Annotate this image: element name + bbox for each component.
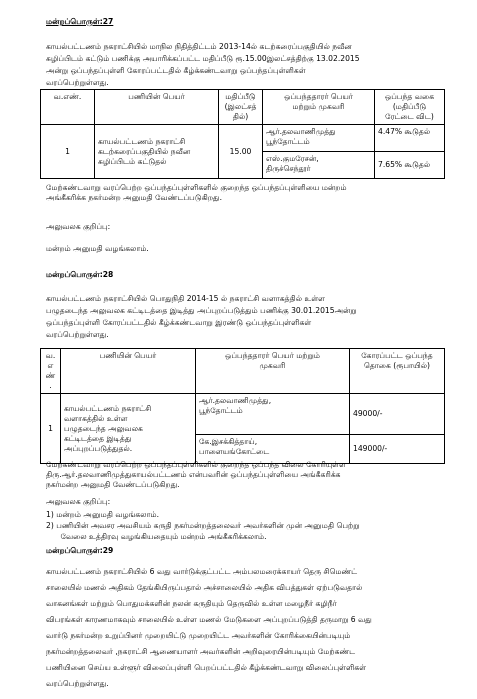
item-29-body-line: பணியினை செய்ய உள்ளூர் விலைப்புள்ளி பெறப்பட்டதில் கீழ்க்கண்டவாறு விலைப்புள்ளிகள் (46, 663, 367, 672)
item-29-body (46, 564, 442, 692)
cell-rate: 4.47% கூடுதல் (375, 125, 445, 152)
item-27-heading: மன்றப்பொருள்:27 (46, 17, 114, 26)
cell-rate: 7.65% கூடுதல் (375, 152, 445, 179)
cell-contractor: ஆர்.தலவாணிமுத்து பூந்தோட்டம் (263, 125, 375, 152)
cell-contractor: ஆர்.தலவாணிமுத்து, பூந்தோட்டம் (196, 394, 350, 435)
cell-amount: 149000/- (350, 435, 445, 464)
table-header-row (41, 349, 445, 394)
item-28-intro-line: பழுதடைந்த அலுவலக கட்டிடத்தை இடித்து அப்புறப்படுத்தும் பணிக்கு 30.01.2015அன்று (46, 306, 357, 315)
table-row (41, 394, 445, 435)
item-28-note-list (46, 509, 442, 542)
item-29-body-line: நகர்மன்றத்தலைவர் ,நகராட்சி ஆணையாளர் அவர்களின் அறிவுரையின்படியும் மேற்கண்ட (46, 647, 356, 656)
item-29-body-line: வாகனங்கள் மற்றும் பொதுமக்களின் நலன் கருதியும் தெருவில் உள்ள மழைநீர் கழிநீர் (46, 599, 337, 608)
item-29-body-line: சாலையில் மணல் அதிகம் தேங்கியிருப்பதால் அச்சாலையில் அதிக விபத்துகள் ஏற்படுவதால் (46, 583, 363, 592)
item-29-body-line: வார்டு நகர்மன்ற உறுப்பினர் முறையிட்டு முறையிட்ட அவர்களின் கோரிக்கையின்படியும் (46, 631, 351, 640)
col-header-amount: கோரப்பட்ட ஒப்பந்த தொகை (ரூபாயில்) (350, 349, 445, 394)
col-header-work: பணியின் பெயர் (61, 349, 196, 394)
item-28-note-label: அலுவலக குறிப்பு: (46, 497, 111, 506)
col-header-contractor: ஒப்பந்ததாரர் பெயர் மற்றும் முகவரி (263, 90, 375, 125)
item-29-heading: மன்றப்பொருள்:29 (46, 546, 114, 555)
item-27-request-line: மேற்கண்டவாறு வரப்பெற்ற ஒப்பந்தப்புள்ளிகளில் குறைந்த ஒப்பந்தப்புள்ளியை மன்றம் (46, 183, 347, 192)
item-28-request-line: மேற்கண்டவாறு வரப்பெற்ற ஒப்பந்தப்புள்ளிகளில் குறைந்த ஒப்பந்த விலை கோரியுள்ள (46, 460, 347, 469)
item-27-note-label: அலுவலக குறிப்பு: (46, 222, 111, 231)
cell-sno: 1 (41, 125, 95, 179)
cell-contractor: எஸ்.குமரேசன், திருச்செந்தூர் (263, 152, 375, 179)
list-item: 1) மன்றம் அனுமதி வழங்கலாம். (46, 510, 160, 519)
item-27-note-text: மன்றம் அனுமதி வழங்கலாம். (46, 244, 149, 253)
item-27-intro-line: சுழிப்பிடம் கட்டும் பணிக்கு அயாரிக்கப்பட்ட மதிப்பீடு ரூ.15.00இலட்சத்திற்கு 13.02.2015 (46, 54, 360, 63)
item-27-intro-line: வரப்பெற்றுள்ளது. (46, 78, 109, 87)
item-28-intro (46, 293, 442, 341)
item-27-intro (46, 41, 442, 89)
item-29-body-line: வரப்பெற்றுள்ளது. (46, 679, 109, 688)
item-28-request (46, 460, 442, 490)
item-27-request (46, 183, 442, 203)
item-28-request-line: திரு.ஆர்.தலவாணிமுத்துகாயல்பட்டணம் என்பவரின் ஒப்பந்தப்புள்ளியை அங்கீகரிக்க (46, 470, 341, 479)
col-header-rate: ஒப்பந்த வகை (மதிப்பீடு ரேட்டை விட) (375, 90, 445, 125)
item-29-body-line: காயல்பட்டணம் நகராட்சியில் 6 வது வார்டுக்குட்பட்ட அம்பலமரைக்காயர் தெரு சிமெண்ட் (46, 567, 358, 576)
table-row (41, 125, 445, 152)
item-28-intro-line: காயல்பட்டணம் நகராட்சியில் பொதுநிதி 2014-15 ல் நகராட்சி வளாகத்தில் உள்ள (46, 294, 326, 303)
cell-sno: 1 (41, 394, 61, 464)
col-header-estimate: மதிப்பீடு (இலட்சத் தில்) (219, 90, 263, 125)
col-header-contractor: ஒப்பந்ததாரர் பெயர் மற்றும் முகவரி (196, 349, 350, 394)
col-header-sno: வ. எ ண் . (41, 349, 61, 394)
cell-work: காயல்பட்டணம் நகராட்சி கடற்கரைப்பகுதியில் நவீன சுழிப்பிடம் கட்டுதல் (95, 125, 219, 179)
cell-estimate: 15.00 (219, 125, 263, 179)
cell-contractor: கே.இசக்கித்தாய், பாளையங்கோட்டை (196, 435, 350, 464)
item-27-bids-table (40, 89, 445, 179)
item-28-heading: மன்றப்பொருள்:28 (46, 270, 114, 279)
item-28-bids-table (40, 348, 445, 464)
item-27-request-line: அங்கீகரிக்க நகர்மன்ற அனுமதி வேண்டப்படுகிறது. (46, 193, 222, 202)
table-header-row (41, 90, 445, 125)
item-28-request-line: நகர்மன்ற அனுமதி வேண்டப்படுகிறது. (46, 480, 180, 489)
list-item: வேலை உத்திரவு வழங்கியதையும் மன்றம் அங்கீகரிக்கலாம். (46, 532, 267, 541)
col-header-work: பணியின் பெயர் (95, 90, 219, 125)
cell-amount: 49000/- (350, 394, 445, 435)
item-27-intro-line: காயல்பட்டணம் நகராட்சியில் மாநில நிதித்திட்டம் 2013-14ல் கடற்கரைப்பகுதியில் நவீன (46, 42, 352, 51)
item-28-intro-line: ஒப்பந்தப்புள்ளி கோரப்பட்டதில் கீழ்க்கண்டவாறு இரண்டு ஒப்பந்தப்புள்ளிகள் (46, 318, 312, 327)
list-item: 2) பணியின் அவசர அவசியம் கருதி நகர்மன்றத்தலைவர் அவர்களின் முன் அனுமதி பெற்று (46, 521, 360, 530)
item-28-intro-line: வரப்பெற்றுள்ளது. (46, 330, 109, 339)
item-29-body-line: விபரங்கள் காரணமாகவும் சாலையில் உள்ள மணல் மேடுகளை அப்புறப்படுத்தி தருமாறு 6 வது (46, 615, 372, 624)
item-27-intro-line: அன்று ஒப்பந்தப்புள்ளி கோரப்பட்டதில் கீழ்க்கண்டவாறு ஒப்பந்தப்புள்ளிகள் (46, 66, 306, 75)
cell-work: காயல்பட்டணம் நகராட்சி வளாகத்தில் உள்ள பழுதடைந்த அலுவலக கட்டிடத்தை இடித்து அப்புறப்படுத்துதல். (61, 394, 196, 464)
col-header-sno: வ.எண். (41, 90, 95, 125)
